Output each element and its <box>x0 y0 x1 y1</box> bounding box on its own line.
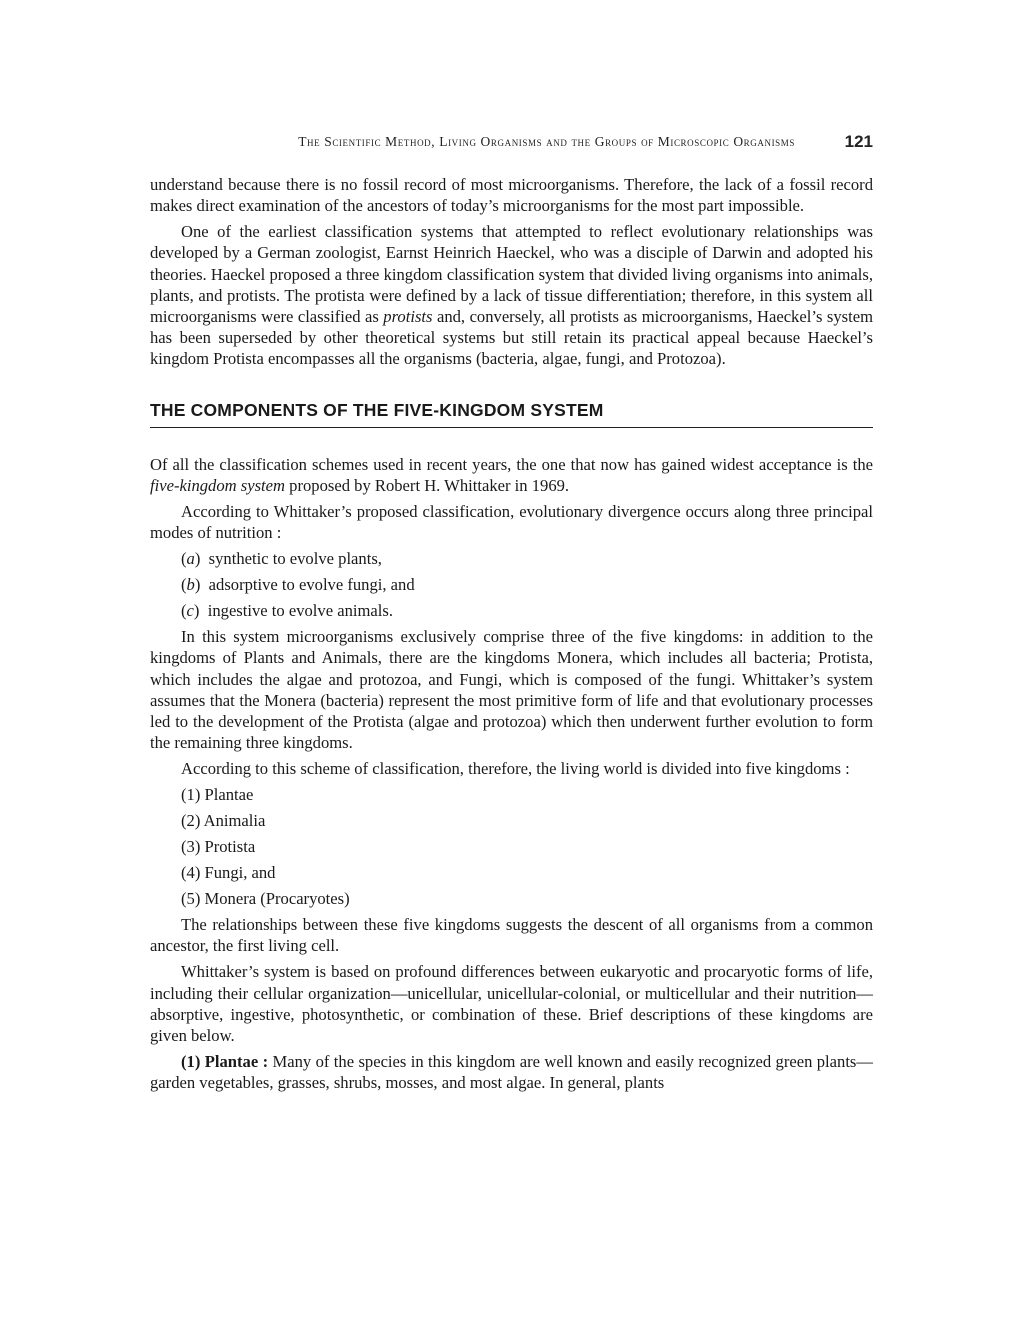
running-head-title: The Scientific Method, Living Organisms and the Groups of Microscopic Organisms <box>298 134 795 149</box>
emphasis-five-kingdom: five-kingdom system <box>150 476 286 496</box>
page-number: 121 <box>844 132 873 151</box>
nutrition-mode-a: (a) synthetic to evolve plants, <box>181 549 382 569</box>
paragraph-fossil-record: understand because there is no fossil record of most microorganisms. Therefore, the lack of a fossil record makes direct examination of the ancestors of today’s microorganisms for the most part impossible. <box>150 175 873 216</box>
text-run: and, conversely, all protists as microorganisms, Haeckel’s system has been superseded by other theoretical systems but still retain its practical appeal because Haeckel’s kingdom Protista encompasses all the organisms (bacteria, algae, fungi, and Protozoa). <box>150 307 873 369</box>
mode-letter: b <box>186 575 195 595</box>
running-head <box>150 132 873 154</box>
text-run: Many of the species in this kingdom are well known and easily recognized green plants—garden vegetables, grasses, shrubs, mosses, and most algae. In general, plants <box>150 1052 873 1093</box>
plantae-label: (1) Plantae : <box>181 1052 269 1072</box>
paragraph-five-kingdom-intro <box>150 454 873 496</box>
paragraph-haeckel <box>150 221 873 369</box>
paragraph-scheme: According to this scheme of classification, therefore, the living world is divided into five kingdoms : <box>181 759 850 779</box>
paragraph-nutrition-modes: According to Whittaker’s proposed classification, evolutionary divergence occurs along three principal modes of nutrition : <box>150 502 873 543</box>
body-text <box>150 174 873 1098</box>
paragraph-microorganisms: In this system microorganisms exclusively comprise three of the five kingdoms: in addition to the kingdoms of Plants and Animals, there are the kingdoms Monera, which includes all bacteria; Protista, which includes the algae and protozoa, and Fungi, which is composed of the fungi. Whittaker’s system assumes that the Monera (bacteria) represent the most primitive form of life and that evolutionary processes led to the development of the Protista (algae and protozoa) which then underwent further evolution to form the remaining three kingdoms. <box>150 627 873 753</box>
nutrition-mode-c: (c) ingestive to evolve animals. <box>181 601 393 621</box>
mode-text: adsorptive to evolve fungi, and <box>208 575 415 595</box>
mode-text: synthetic to evolve plants, <box>208 549 382 569</box>
text-run: proposed by Robert H. Whittaker in 1969. <box>285 476 570 496</box>
paragraph-whittaker-system: Whittaker’s system is based on profound differences between eukaryotic and procaryotic forms of life, including their cellular organization—unicellular, unicellular-colonial, or multicellular and their nutrition—absorptive, ingestive, photosynthetic, or combination of these. Brief descriptions of these kingdoms are given below. <box>150 962 873 1046</box>
text-run: Of all the classification schemes used in recent years, the one that now has gained widest acceptance is the <box>150 454 873 474</box>
nutrition-mode-b: (b) adsorptive to evolve fungi, and <box>181 575 415 595</box>
paragraph-plantae <box>150 1051 873 1093</box>
kingdom-item: (4) Fungi, and <box>181 863 276 883</box>
kingdom-item: (5) Monera (Procaryotes) <box>181 889 350 909</box>
mode-letter: c <box>186 601 194 621</box>
kingdom-item: (2) Animalia <box>181 811 266 831</box>
mode-letter: a <box>186 549 195 569</box>
section-heading: THE COMPONENTS OF THE FIVE-KINGDOM SYSTEM <box>150 400 873 428</box>
kingdom-item: (1) Plantae <box>181 785 254 805</box>
paragraph-relationships: The relationships between these five kingdoms suggests the descent of all organisms from a common ancestor, the first living cell. <box>150 915 873 956</box>
mode-text: ingestive to evolve animals. <box>207 601 393 621</box>
emphasis-protists: protists <box>383 307 433 327</box>
text-run: One of the earliest classification systems that attempted to reflect evolutionary relationships was developed by a German zoologist, Earnst Heinrich Haeckel, who was a disciple of Darwin and adopted his theories. Haeckel proposed a three kingdom classification system that divided living organisms into animals, plants, and protists. The protista were defined by a lack of tissue differentiation; therefore, in this system all microorganisms were classified as <box>150 222 873 327</box>
kingdom-item: (3) Protista <box>181 837 256 857</box>
